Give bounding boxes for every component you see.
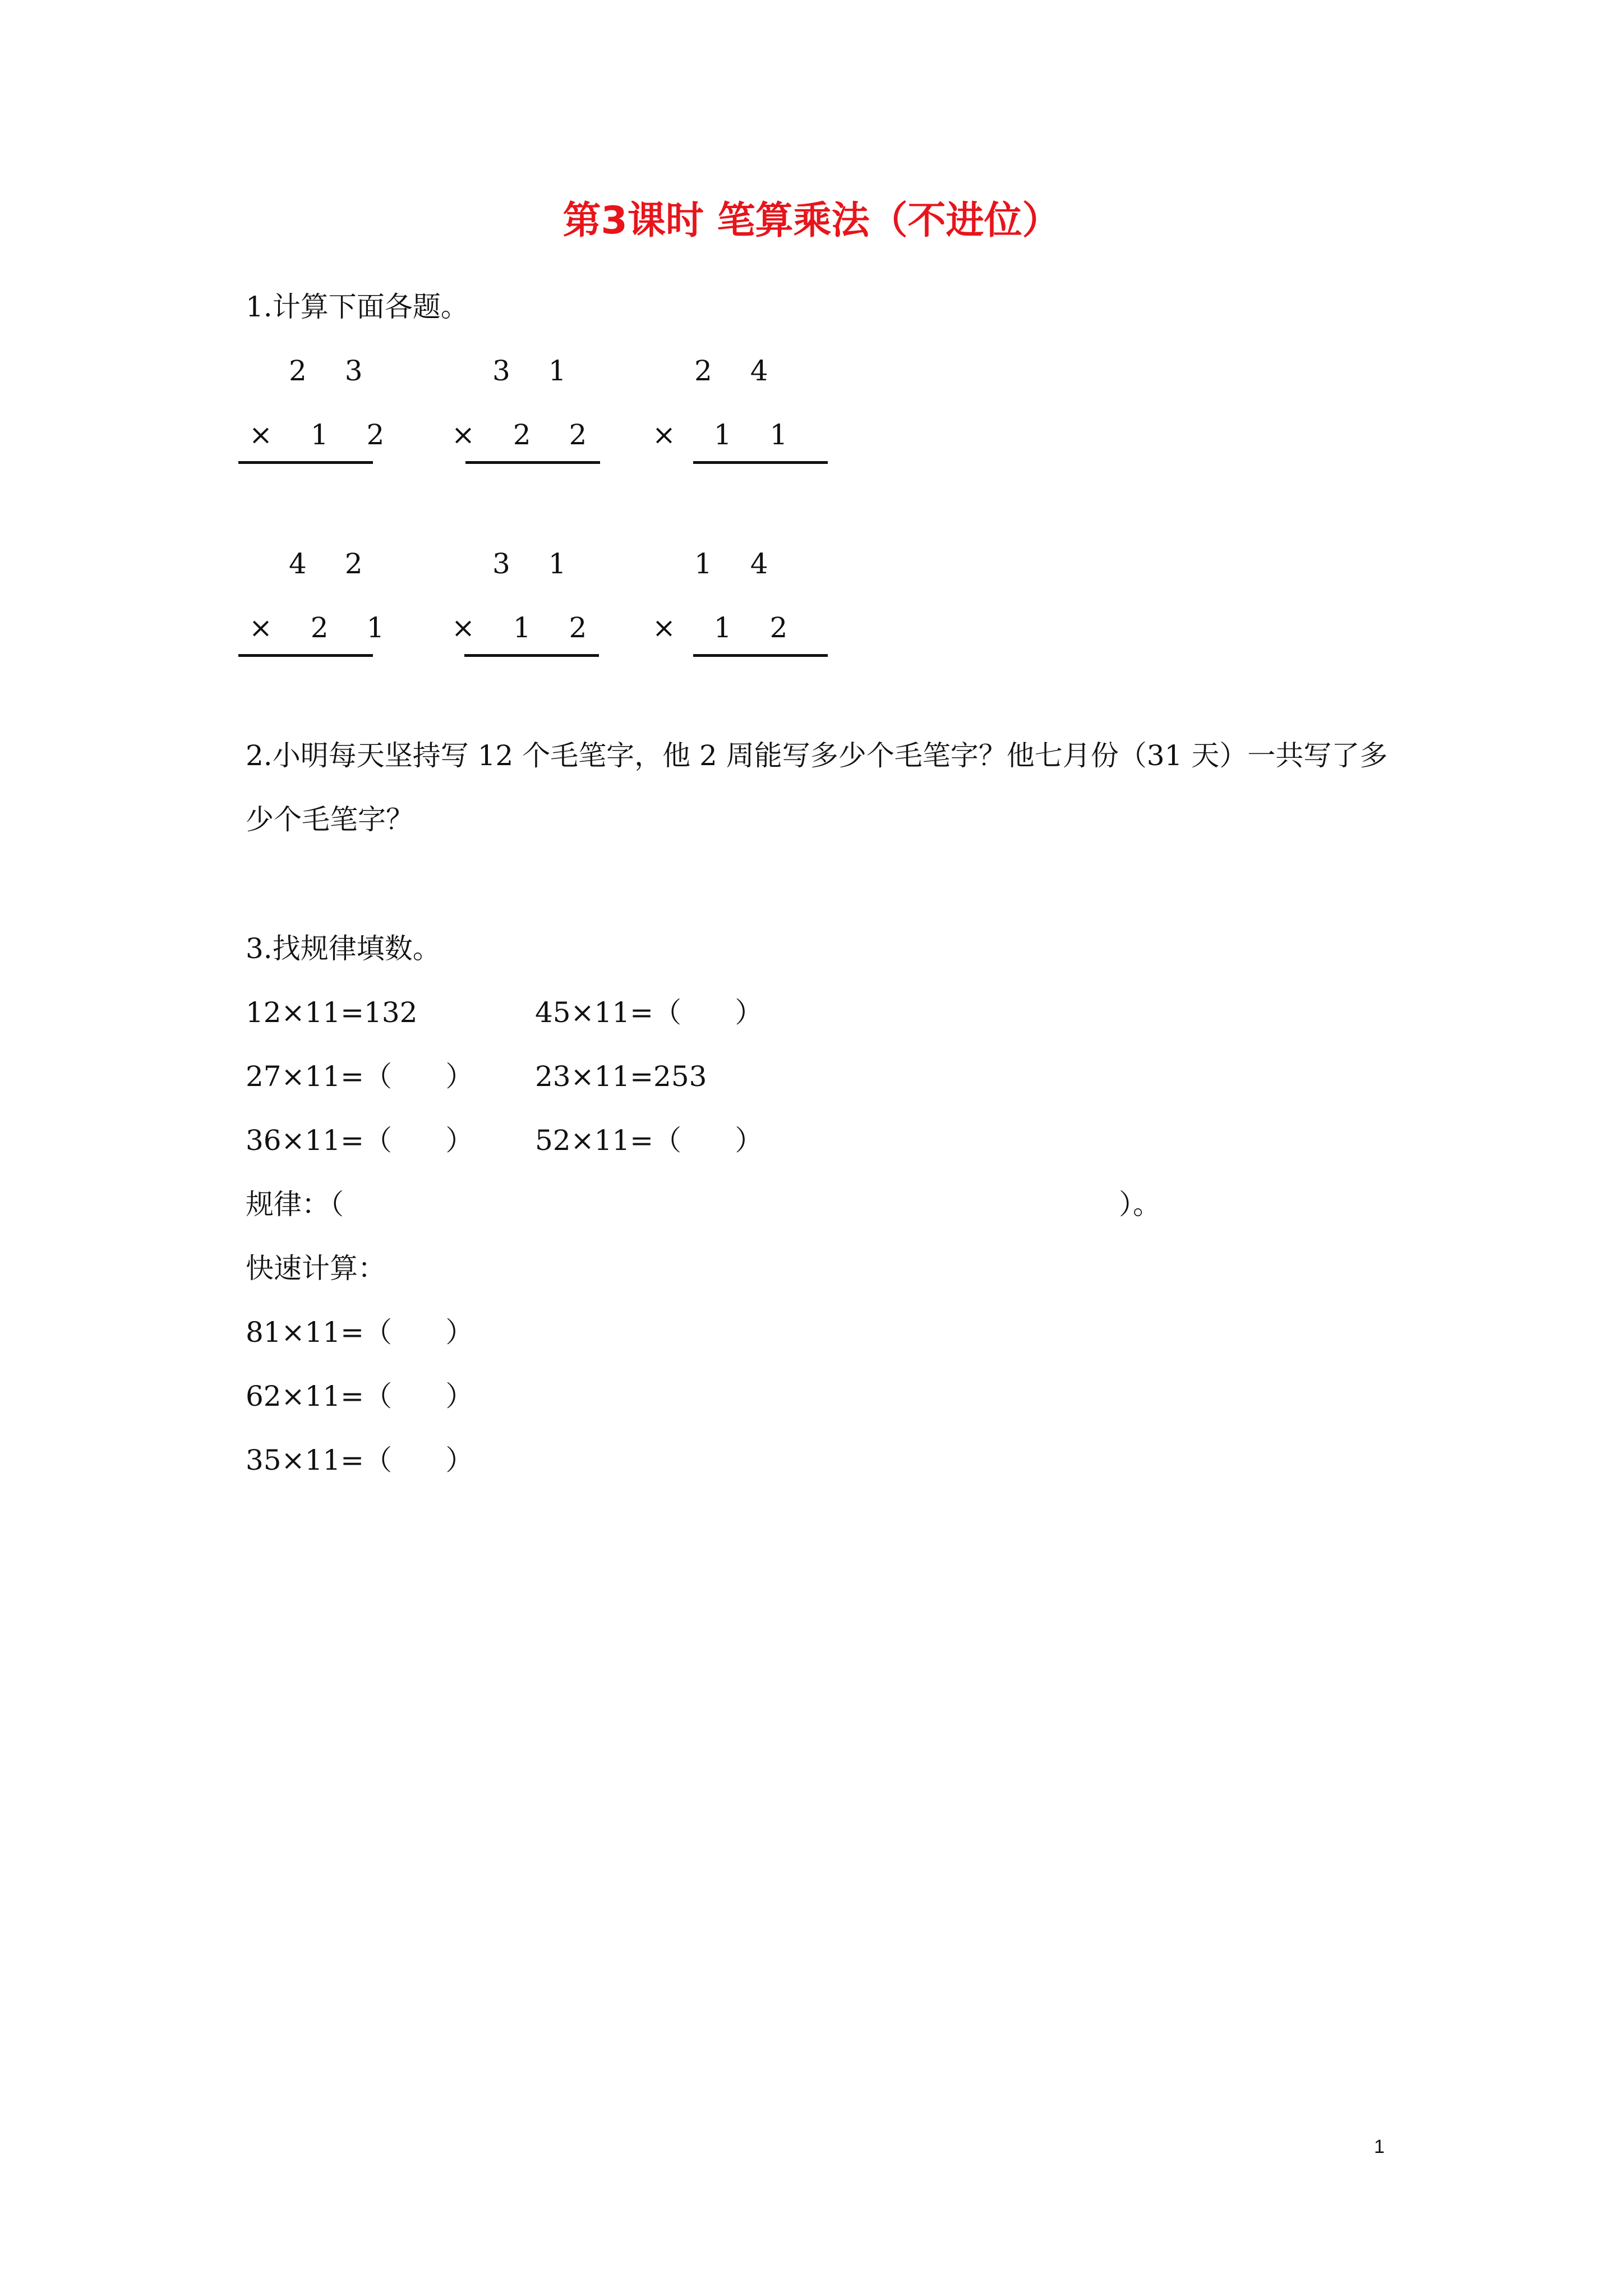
- problem-5-bottom: × 1 2: [451, 611, 602, 644]
- problem-3-top: 2 4: [694, 355, 783, 387]
- problem-6-answer-line[interactable]: [693, 654, 828, 657]
- q1-heading: 1.计算下面各题。: [246, 291, 469, 323]
- quick-calc-item-3[interactable]: 35×11=（ ）: [246, 1444, 474, 1476]
- problem-3-answer-line[interactable]: [693, 461, 828, 464]
- quick-calc-item-2[interactable]: 62×11=（ ）: [246, 1380, 474, 1412]
- problem-5-top: 3 1: [492, 547, 581, 580]
- pattern-row-1-left: 12×11=132: [246, 996, 418, 1029]
- pattern-row-2-right: 23×11=253: [535, 1060, 707, 1093]
- problem-4-top: 4 2: [289, 547, 377, 580]
- q2-text-line2: 少个毛笔字？: [246, 803, 414, 836]
- quick-calc-item-1[interactable]: 81×11=（ ）: [246, 1316, 474, 1349]
- problem-4-bottom: × 2 1: [249, 611, 399, 644]
- quick-calc-heading: 快速计算：: [246, 1252, 386, 1285]
- rule-close: ）。: [1119, 1188, 1161, 1221]
- problem-5-answer-line[interactable]: [464, 654, 599, 657]
- pattern-row-1-right[interactable]: 45×11=（ ）: [535, 996, 763, 1029]
- problem-6-top: 1 4: [694, 547, 783, 580]
- problem-4-answer-line[interactable]: [238, 654, 373, 657]
- problem-1-answer-line[interactable]: [238, 461, 373, 464]
- problem-2-bottom: × 2 2: [451, 418, 602, 451]
- pattern-row-2-left[interactable]: 27×11=（ ）: [246, 1060, 474, 1093]
- pattern-row-3-right[interactable]: 52×11=（ ）: [535, 1124, 763, 1157]
- page-number: 1: [1374, 2136, 1385, 2157]
- problem-1-top: 2 3: [289, 355, 377, 387]
- problem-6-bottom: × 1 2: [652, 611, 803, 644]
- page-title: 第3课时 笔算乘法（不进位）: [562, 199, 1061, 243]
- rule-label: 规律：（: [246, 1188, 344, 1221]
- problem-2-top: 3 1: [492, 355, 581, 387]
- problem-2-answer-line[interactable]: [465, 461, 600, 464]
- problem-3-bottom: × 1 1: [652, 418, 803, 451]
- q3-heading: 3.找规律填数。: [246, 932, 441, 965]
- problem-1-bottom: × 1 2: [249, 418, 399, 451]
- pattern-row-3-left[interactable]: 36×11=（ ）: [246, 1124, 474, 1157]
- q2-text-line1: 2.小明每天坚持写 12 个毛笔字，他 2 周能写多少个毛笔字？他七月份（31 天）一共写了多: [246, 739, 1388, 772]
